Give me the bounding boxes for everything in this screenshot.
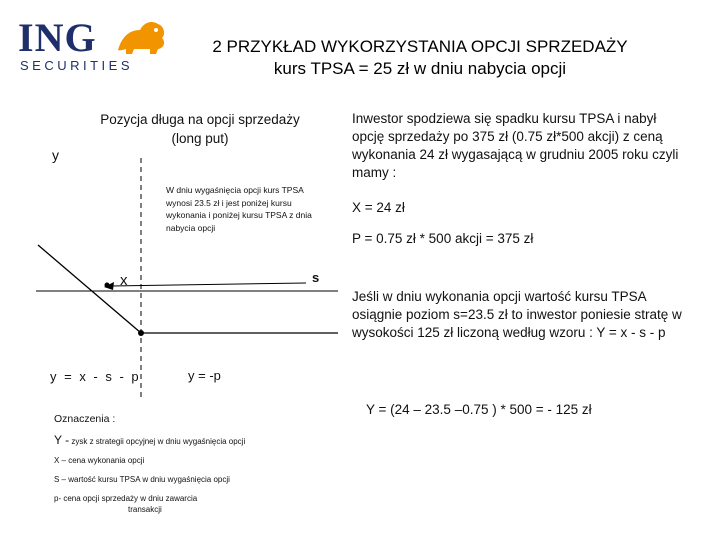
formula-descending: y = x - s - p (50, 369, 141, 384)
title-line-2: kurs TPSA = 25 zł w dniu nabycia opcji (273, 59, 567, 78)
expiry-note: W dniu wygaśnięcia opcji kurs TPSA wynosi 23.5 zł i jest poniżej kursu wykonania i poniżej kursu TPSA z dnia nabycia opcji (166, 185, 312, 233)
scenario-description: Inwestor spodziewa się spadku kursu TPSA i nabył opcję sprzedaży po 375 zł (0.75 zł*500 akcji) z ceną wykonania 24 zł wygasającą w grudniu 2005 roku czyli mamy : (352, 111, 679, 180)
title-line-1: 2 PRZYKŁAD WYKORZYSTANIA OPCJI SPRZEDAŻY (212, 37, 628, 56)
legend-y-text: zysk z strategii opcyjnej w dniu wygaśnięcia opcji (71, 437, 246, 446)
legend-item-y (54, 435, 314, 447)
diagram-title-line-2: (long put) (171, 131, 229, 146)
payoff-line-descending (38, 245, 141, 333)
x-point-label: x (120, 272, 128, 289)
formula-flat: y = -p (188, 368, 221, 383)
legend-item-p: p- cena opcji sprzedaży w dniu zawarcia (54, 494, 198, 503)
strike-value: X = 24 zł (352, 200, 405, 215)
strike-point (138, 330, 144, 336)
legend-heading: Oznaczenia : (54, 413, 116, 425)
loss-calculation: Y = (24 – 23.5 –0.75 ) * 500 = - 125 zł (366, 402, 592, 417)
diagram-title (60, 110, 340, 148)
logo-wordmark: ING (18, 15, 97, 60)
logo-subtitle: SECURITIES (20, 58, 134, 73)
s-point-label: s (312, 270, 320, 285)
diagram-title-line-1: Pozycja długa na opcji sprzedaży (100, 112, 300, 127)
legend-item-s: S – wartość kursu TPSA w dniu wygaśnięcia opcji (54, 475, 230, 484)
premium-value: P = 0.75 zł * 500 akcji = 375 zł (352, 231, 534, 246)
legend-item-x: X – cena wykonania opcji (54, 456, 145, 465)
legend-item-p-cont: transakcji (128, 505, 162, 514)
break-even-point (105, 283, 110, 288)
outcome-description: Jeśli w dniu wykonania opcji wartość kursu TPSA osiągnie poziom s=23.5 zł to inwestor poniesie stratę w wysokości 125 zł liczoną według wzoru : Y = x - s - p (352, 289, 682, 340)
y-axis-label: y (52, 147, 59, 163)
legend-y-symbol: Y - (54, 433, 70, 447)
legend (54, 413, 314, 523)
